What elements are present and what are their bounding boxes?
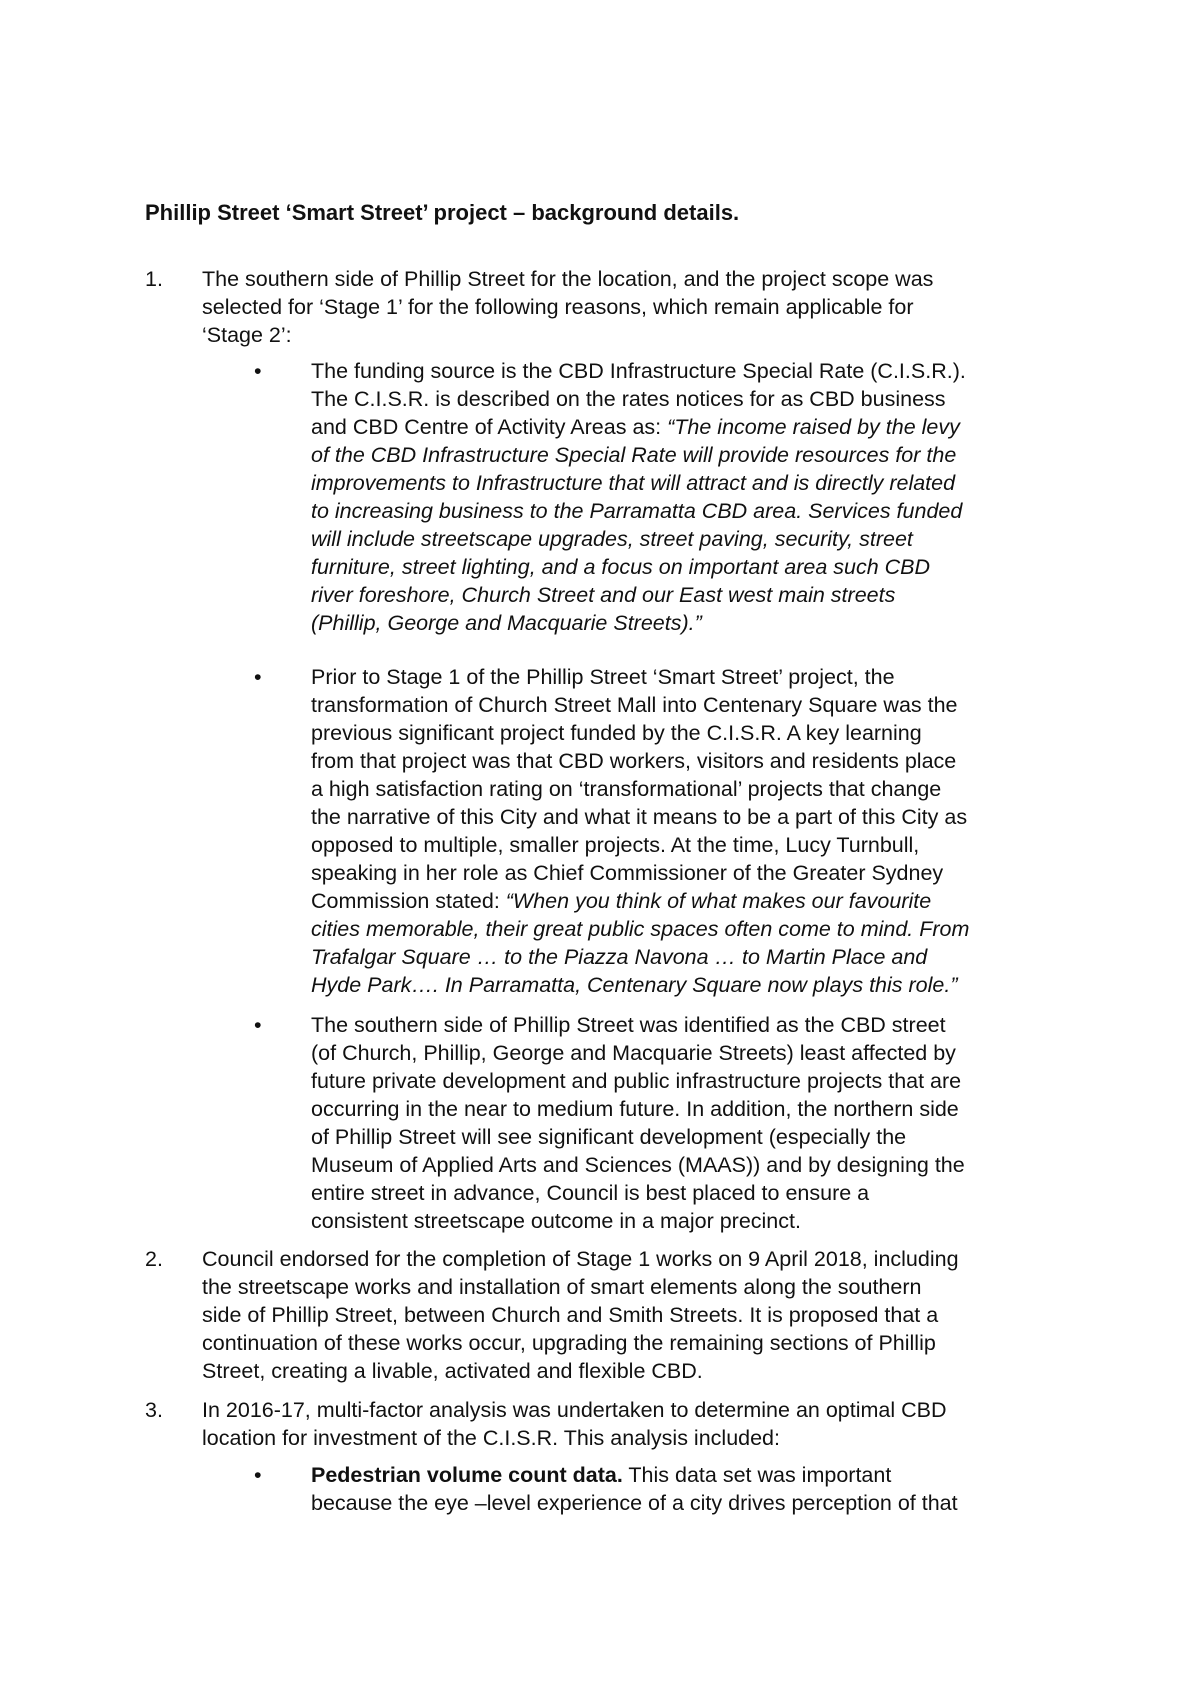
text-line (311, 1461, 1081, 1489)
text-line: previous significant project funded by the C.I.S.R. A key learning (311, 721, 922, 745)
quote-line: (Phillip, George and Macquarie Streets).” (311, 611, 702, 635)
text-line: ‘Stage 2’: (202, 323, 292, 347)
item-number: 3. (145, 1398, 163, 1422)
quote-line: will include streetscape upgrades, street paving, security, street (311, 527, 913, 551)
text-line: occurring in the near to medium future. In addition, the northern side (311, 1097, 959, 1121)
text-line: from that project was that CBD workers, visitors and residents place (311, 749, 957, 773)
text-line: selected for ‘Stage 1’ for the following reasons, which remain applicable for (202, 295, 914, 319)
text-line: The southern side of Phillip Street was identified as the CBD street (311, 1013, 946, 1037)
quote-line: Hyde Park…. In Parramatta, Centenary Square now plays this role.” (311, 973, 958, 997)
document-title: Phillip Street ‘Smart Street’ project – background details. (145, 200, 740, 225)
text-line: Council endorsed for the completion of Stage 1 works on 9 April 2018, including (202, 1247, 959, 1271)
item-number: 1. (145, 267, 163, 291)
text-line: because the eye –level experience of a city drives perception of that (311, 1491, 958, 1515)
text-line: Street, creating a livable, activated and flexible CBD. (202, 1359, 703, 1383)
text-line (311, 887, 1081, 915)
bullet-icon: • (254, 1463, 262, 1487)
text-line: The funding source is the CBD Infrastructure Special Rate (C.I.S.R.). (311, 359, 966, 383)
quote-line: cities memorable, their great public spaces often come to mind. From (311, 917, 970, 941)
item-text (202, 1245, 1062, 1385)
bullet-icon: • (254, 359, 262, 383)
text-line: opposed to multiple, smaller projects. At the time, Lucy Turnbull, (311, 833, 920, 857)
text-line: Prior to Stage 1 of the Phillip Street ‘Smart Street’ project, the (311, 665, 895, 689)
bullet-text (311, 1461, 1081, 1517)
text-line: Museum of Applied Arts and Sciences (MAAS)) and by designing the (311, 1153, 965, 1177)
text-segment: and CBD Centre of Activity Areas as: (311, 415, 668, 439)
bold-heading: Pedestrian volume count data. (311, 1463, 623, 1487)
quote-line: river foreshore, Church Street and our East west main streets (311, 583, 896, 607)
text-segment: This data set was important (622, 1463, 892, 1487)
bullet-icon: • (254, 1013, 262, 1037)
item-number: 2. (145, 1247, 163, 1271)
quote-text: “When you think of what makes our favourite (505, 889, 932, 913)
item-text (202, 265, 1062, 349)
quote-line: of the CBD Infrastructure Special Rate will provide resources for the (311, 443, 957, 467)
text-line: consistent streetscape outcome in a major precinct. (311, 1209, 801, 1233)
text-line: transformation of Church Street Mall into Centenary Square was the (311, 693, 958, 717)
text-line: the narrative of this City and what it means to be a part of this City as (311, 805, 968, 829)
text-line: entire street in advance, Council is best placed to ensure a (311, 1181, 870, 1205)
text-line: future private development and public infrastructure projects that are (311, 1069, 962, 1093)
text-line: (of Church, Phillip, George and Macquarie Streets) least affected by (311, 1041, 956, 1065)
text-line: The C.I.S.R. is described on the rates notices for as CBD business (311, 387, 946, 411)
text-line: continuation of these works occur, upgrading the remaining sections of Phillip (202, 1331, 936, 1355)
text-line: of Phillip Street will see significant development (especially the (311, 1125, 907, 1149)
item-text (202, 1396, 1062, 1452)
bullet-text (311, 357, 1081, 637)
quote-line: to increasing business to the Parramatta CBD area. Services funded (311, 499, 963, 523)
bullet-text (311, 663, 1081, 999)
quote-line: Trafalgar Square … to the Piazza Navona … to Martin Place and (311, 945, 928, 969)
text-line: In 2016-17, multi-factor analysis was undertaken to determine an optimal CBD (202, 1398, 947, 1422)
quote-line: improvements to Infrastructure that will attract and is directly related (311, 471, 956, 495)
text-line: location for investment of the C.I.S.R. This analysis included: (202, 1426, 780, 1450)
quote-text: “The income raised by the levy (667, 415, 960, 439)
text-line: a high satisfaction rating on ‘transformational’ projects that change (311, 777, 942, 801)
bullet-text (311, 1011, 1081, 1235)
text-line: side of Phillip Street, between Church and Smith Streets. It is proposed that a (202, 1303, 939, 1327)
bullet-icon: • (254, 665, 262, 689)
text-line (311, 413, 1081, 441)
text-segment: Commission stated: (311, 889, 506, 913)
quote-line: furniture, street lighting, and a focus on important area such CBD (311, 555, 931, 579)
text-line: The southern side of Phillip Street for the location, and the project scope was (202, 267, 934, 291)
text-line: the streetscape works and installation of smart elements along the southern (202, 1275, 922, 1299)
text-line: speaking in her role as Chief Commissioner of the Greater Sydney (311, 861, 944, 885)
